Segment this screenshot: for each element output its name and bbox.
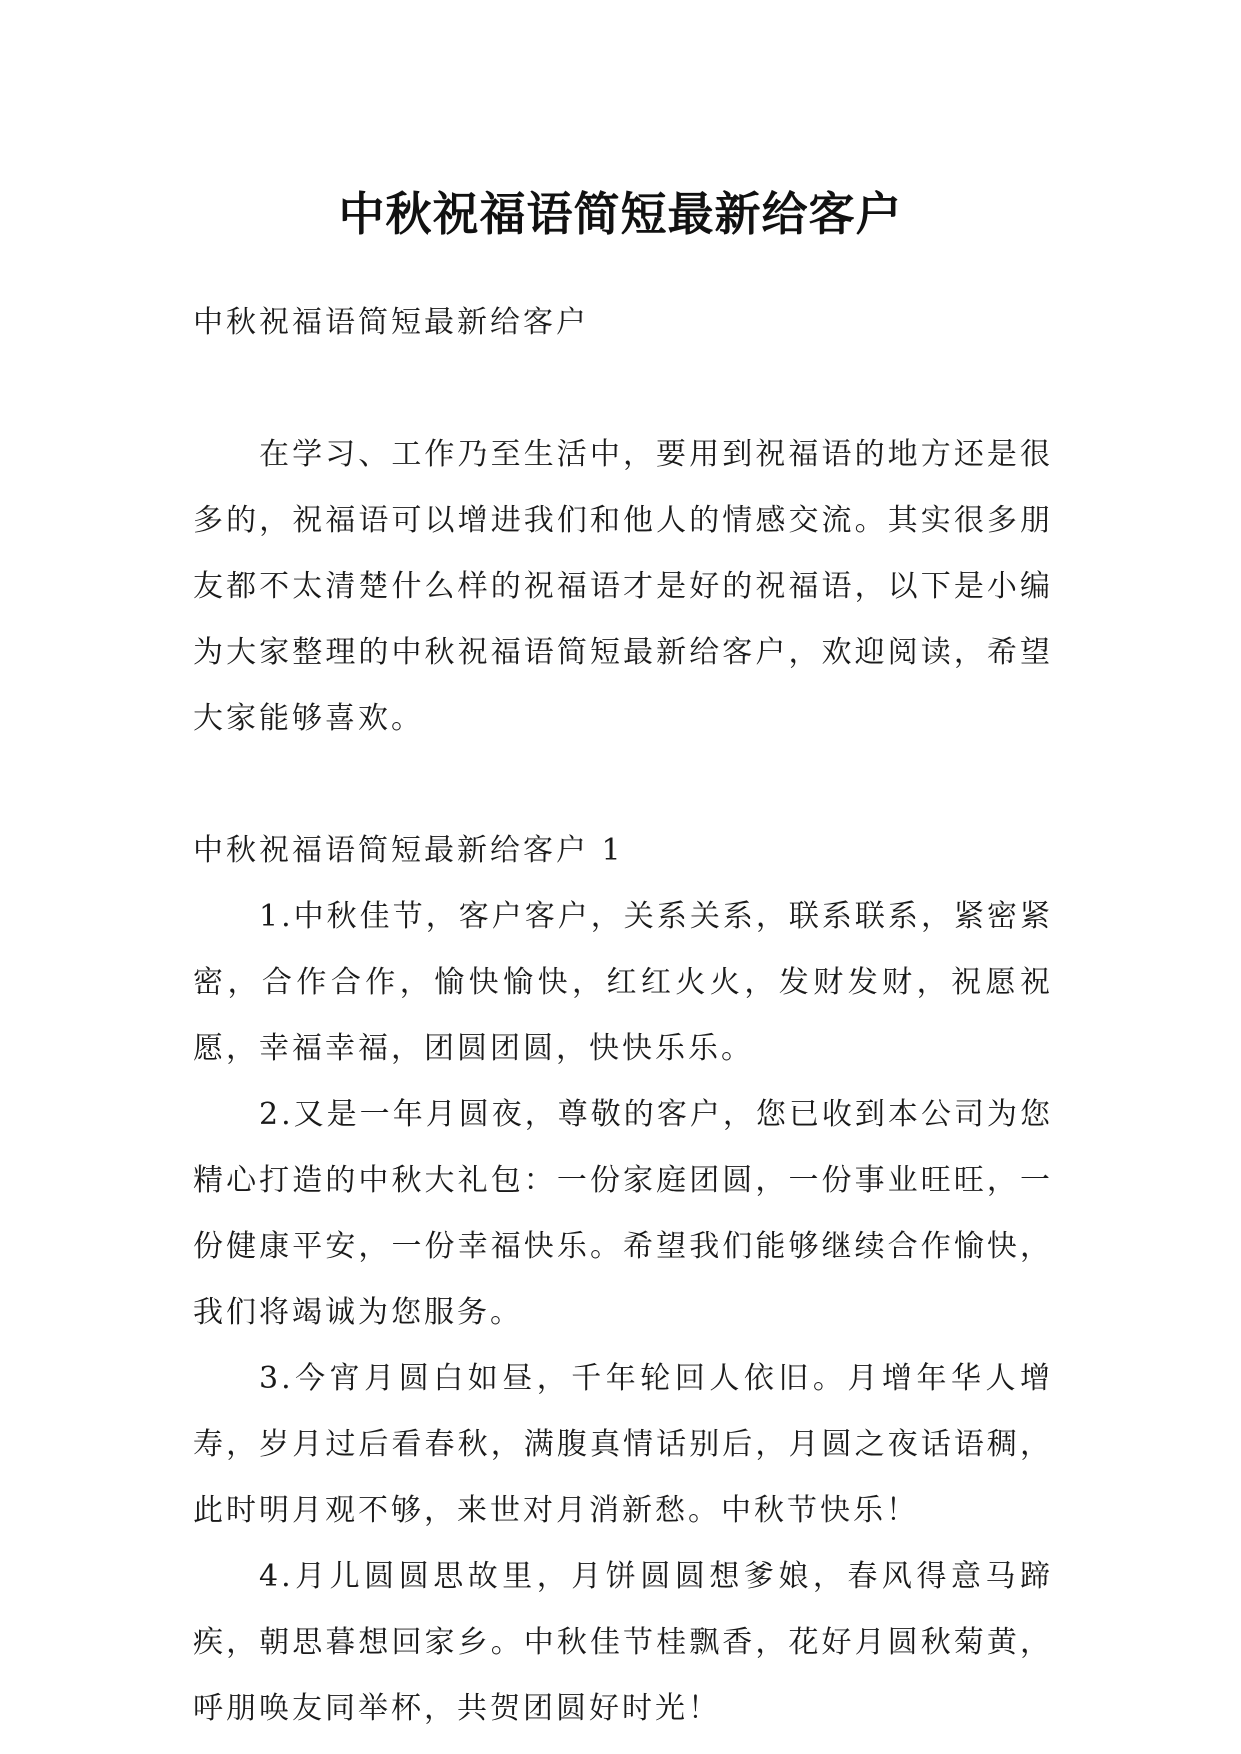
document-body [193, 290, 1053, 1742]
greeting-item: 2.又是一年月圆夜，尊敬的客户，您已收到本公司为您精心打造的中秋大礼包：一份家庭团圆，一份事业旺旺，一份健康平安，一份幸福快乐。希望我们能够继续合作愉快，我们将竭诚为您服务。 [193, 1097, 1053, 1330]
document-title: 中秋祝福语简短最新给客户 [338, 186, 903, 241]
intro-paragraph: 在学习、工作乃至生活中，要用到祝福语的地方还是很多的，祝福语可以增进我们和他人的情感交流。其实很多朋友都不太清楚什么样的祝福语才是好的祝福语，以下是小编为大家整理的中秋祝福语简短最新给客户，欢迎阅读，希望大家能够喜欢。 [193, 437, 1053, 736]
section-heading: 中秋祝福语简短最新给客户 1 [193, 833, 624, 868]
greeting-item: 3.今宵月圆白如昼，千年轮回人依旧。月增年华人增寿，岁月过后看春秋，满腹真情话别后，月圆之夜话语稠，此时明月观不够，来世对月消新愁。中秋节快乐！ [193, 1361, 1053, 1528]
greeting-item: 4.月儿圆圆思故里，月饼圆圆想爹娘，春风得意马蹄疾，朝思暮想回家乡。中秋佳节桂飘香，花好月圆秋菊黄，呼朋唤友同举杯，共贺团圆好时光！ [193, 1559, 1053, 1726]
greeting-item: 1.中秋佳节，客户客户，关系关系，联系联系，紧密紧密，合作合作，愉快愉快，红红火火，发财发财，祝愿祝愿，幸福幸福，团圆团圆，快快乐乐。 [193, 899, 1053, 1066]
document-subtitle: 中秋祝福语简短最新给客户 [193, 305, 589, 340]
